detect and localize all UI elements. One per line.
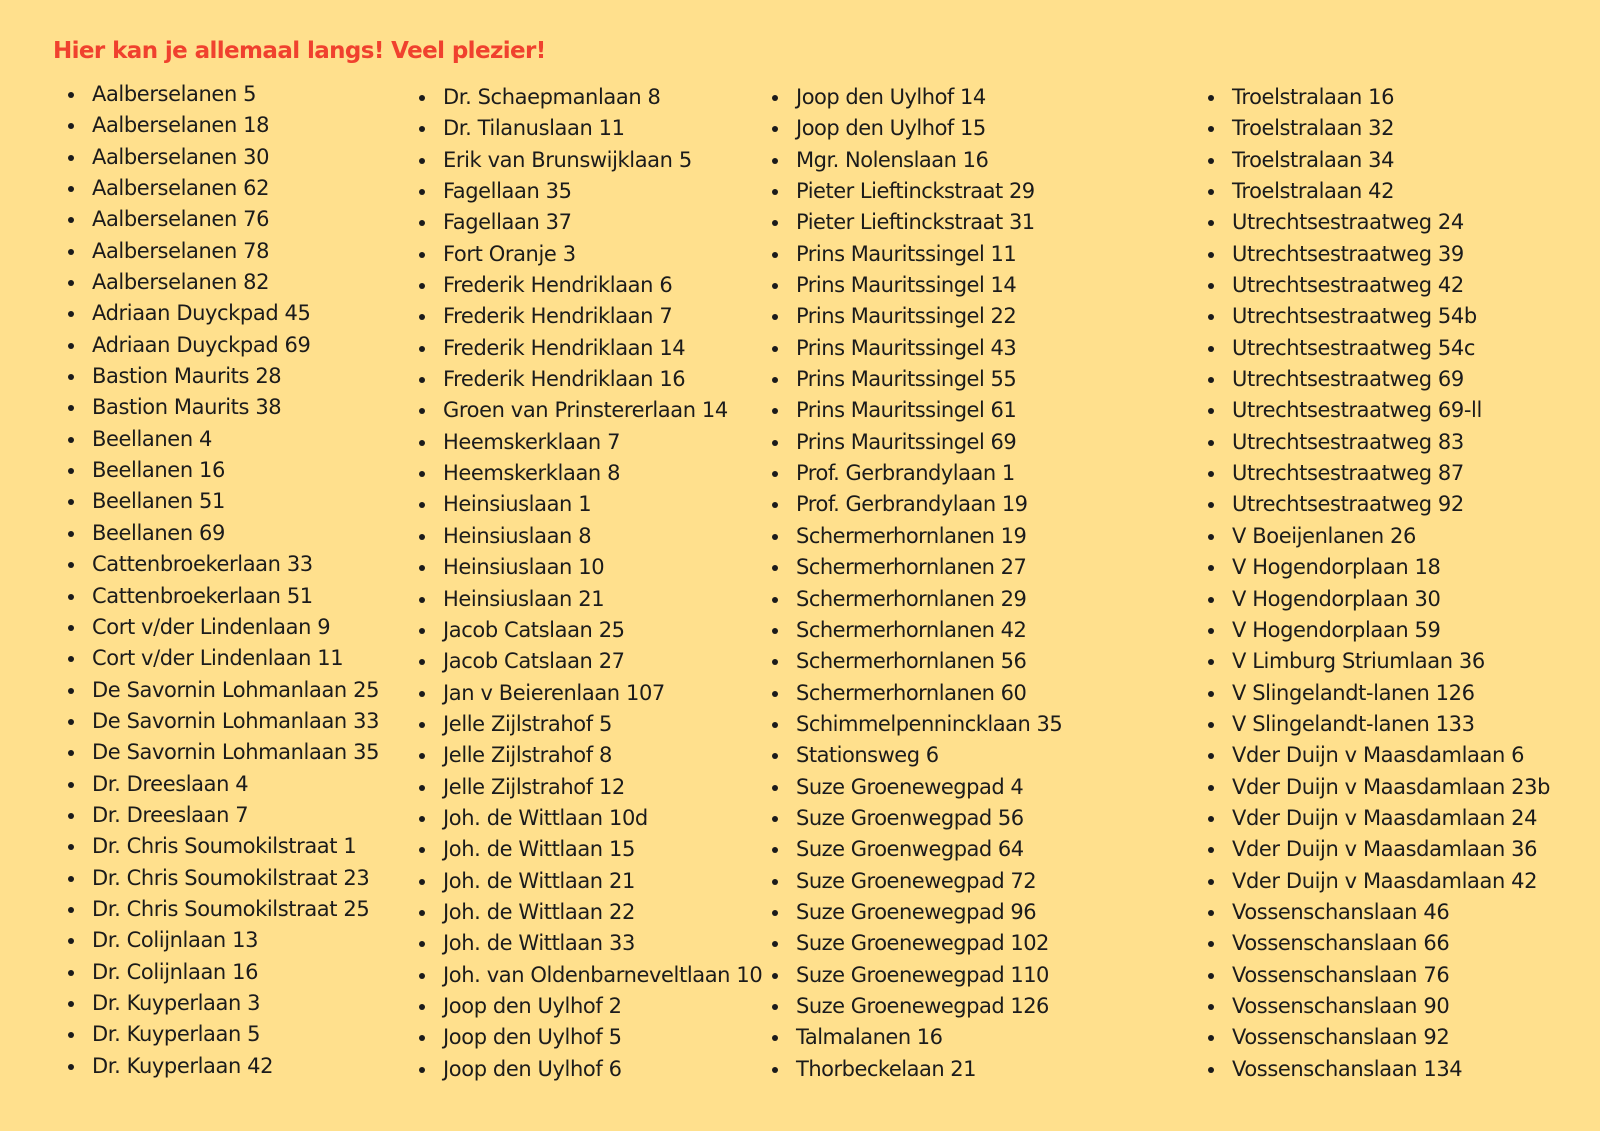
- address-column-3: [772, 82, 1062, 1085]
- address-list-item: Dr. Kuyperlaan 5: [68, 1019, 379, 1050]
- address-list-item: Erik van Brunswijklaan 5: [419, 145, 762, 176]
- address-list-item: Schimmelpennincklaan 35: [772, 709, 1062, 740]
- address-list-item: Aalberselanen 82: [68, 267, 379, 298]
- address-list-item: Troelstralaan 32: [1208, 113, 1550, 144]
- address-list-item: Vder Duijn v Maasdamlaan 23b: [1208, 772, 1550, 803]
- address-list-item: Jacob Catslaan 27: [419, 646, 762, 677]
- address-list-item: Talmalanen 16: [772, 1022, 1062, 1053]
- address-list-item: Aalberselanen 30: [68, 142, 379, 173]
- address-list-item: Vossenschanslaan 92: [1208, 1022, 1550, 1053]
- address-list-item: Thorbeckelaan 21: [772, 1054, 1062, 1085]
- address-list-item: Mgr. Nolenslaan 16: [772, 145, 1062, 176]
- address-list-item: Beellanen 69: [68, 518, 379, 549]
- address-list-item: Joh. de Wittlaan 15: [419, 834, 762, 865]
- address-list-item: Prins Mauritssingel 22: [772, 301, 1062, 332]
- address-list-item: Utrechtsestraatweg 42: [1208, 270, 1550, 301]
- address-list-item: Schermerhornlanen 56: [772, 646, 1062, 677]
- address-list-item: Frederik Hendriklaan 16: [419, 364, 762, 395]
- address-list-item: Joh. van Oldenbarneveltlaan 10: [419, 960, 762, 991]
- address-list-item: Vossenschanslaan 76: [1208, 960, 1550, 991]
- address-list-item: Utrechtsestraatweg 87: [1208, 458, 1550, 489]
- address-list-item: Vder Duijn v Maasdamlaan 24: [1208, 803, 1550, 834]
- address-list-item: V Hogendorplaan 59: [1208, 615, 1550, 646]
- address-list-item: V Hogendorplaan 18: [1208, 552, 1550, 583]
- address-column-4: [1208, 82, 1550, 1085]
- address-list-item: Fagellaan 37: [419, 207, 762, 238]
- address-list-item: Vder Duijn v Maasdamlaan 42: [1208, 866, 1550, 897]
- address-list-item: Joh. de Wittlaan 21: [419, 866, 762, 897]
- address-list-item: Utrechtsestraatweg 83: [1208, 427, 1550, 458]
- address-list-item: Suze Groenewegpad 126: [772, 991, 1062, 1022]
- address-list-item: Suze Groenewegpad 96: [772, 897, 1062, 928]
- address-list-item: Utrechtsestraatweg 69-ll: [1208, 395, 1550, 426]
- address-list-item: Vossenschanslaan 46: [1208, 897, 1550, 928]
- address-list-item: Jacob Catslaan 25: [419, 615, 762, 646]
- address-list-item: Dr. Kuyperlaan 42: [68, 1051, 379, 1082]
- address-list-item: Pieter Lieftinckstraat 29: [772, 176, 1062, 207]
- address-list-item: Adriaan Duyckpad 69: [68, 330, 379, 361]
- address-list-item: V Boeijenlanen 26: [1208, 521, 1550, 552]
- address-list-item: Heemskerklaan 8: [419, 458, 762, 489]
- address-list-item: Adriaan Duyckpad 45: [68, 298, 379, 329]
- address-list-item: Heemskerklaan 7: [419, 427, 762, 458]
- address-list-item: Dr. Colijnlaan 16: [68, 957, 379, 988]
- address-list-item: Vder Duijn v Maasdamlaan 36: [1208, 834, 1550, 865]
- address-list-item: Utrechtsestraatweg 69: [1208, 364, 1550, 395]
- address-list-item: Prins Mauritssingel 43: [772, 333, 1062, 364]
- address-list-item: De Savornin Lohmanlaan 25: [68, 675, 379, 706]
- address-list-item: Dr. Kuyperlaan 3: [68, 988, 379, 1019]
- address-list-item: Cort v/der Lindenlaan 9: [68, 612, 379, 643]
- address-list-item: Suze Groenewegpad 4: [772, 772, 1062, 803]
- address-list-item: Prof. Gerbrandylaan 19: [772, 489, 1062, 520]
- address-list-item: Aalberselanen 78: [68, 236, 379, 267]
- address-list-item: Dr. Colijnlaan 13: [68, 925, 379, 956]
- address-list-item: Stationsweg 6: [772, 740, 1062, 771]
- address-list-item: Bastion Maurits 38: [68, 392, 379, 423]
- address-list-item: Vossenschanslaan 90: [1208, 991, 1550, 1022]
- address-list-item: Dr. Schaepmanlaan 8: [419, 82, 762, 113]
- address-list-item: Utrechtsestraatweg 92: [1208, 489, 1550, 520]
- address-list-item: Suze Groenewegpad 72: [772, 866, 1062, 897]
- address-list-item: Heinsiuslaan 21: [419, 584, 762, 615]
- address-list-item: Vder Duijn v Maasdamlaan 6: [1208, 740, 1550, 771]
- address-list-item: Pieter Lieftinckstraat 31: [772, 207, 1062, 238]
- address-list-item: Prins Mauritssingel 55: [772, 364, 1062, 395]
- address-list-item: Dr. Dreeslaan 4: [68, 769, 379, 800]
- address-list-item: Utrechtsestraatweg 24: [1208, 207, 1550, 238]
- address-list-item: Cattenbroekerlaan 33: [68, 549, 379, 580]
- address-list-item: Schermerhornlanen 42: [772, 615, 1062, 646]
- address-list-item: Frederik Hendriklaan 7: [419, 301, 762, 332]
- address-list-item: Jelle Zijlstrahof 12: [419, 772, 762, 803]
- address-list-item: Utrechtsestraatweg 39: [1208, 239, 1550, 270]
- address-list-item: Troelstralaan 42: [1208, 176, 1550, 207]
- address-list-item: V Slingelandt-lanen 133: [1208, 709, 1550, 740]
- address-list-item: Joop den Uylhof 6: [419, 1054, 762, 1085]
- address-list-item: Dr. Dreeslaan 7: [68, 800, 379, 831]
- address-list-item: Beellanen 16: [68, 455, 379, 486]
- address-list-item: Jelle Zijlstrahof 8: [419, 740, 762, 771]
- address-list-item: Troelstralaan 16: [1208, 82, 1550, 113]
- address-list-item: Prins Mauritssingel 61: [772, 395, 1062, 426]
- address-list-item: Prins Mauritssingel 14: [772, 270, 1062, 301]
- address-list-item: Beellanen 4: [68, 424, 379, 455]
- address-list-item: Joh. de Wittlaan 10d: [419, 803, 762, 834]
- address-list-item: Dr. Chris Soumokilstraat 23: [68, 863, 379, 894]
- address-list-item: Suze Groenwegpad 64: [772, 834, 1062, 865]
- address-list-item: Frederik Hendriklaan 6: [419, 270, 762, 301]
- page-title: Hier kan je allemaal langs! Veel plezier!: [53, 38, 546, 64]
- address-list-item: Vossenschanslaan 134: [1208, 1054, 1550, 1085]
- address-list-item: Vossenschanslaan 66: [1208, 928, 1550, 959]
- address-list-item: V Limburg Striumlaan 36: [1208, 646, 1550, 677]
- address-list-item: Cattenbroekerlaan 51: [68, 581, 379, 612]
- address-list-item: Fort Oranje 3: [419, 239, 762, 270]
- address-list-item: Cort v/der Lindenlaan 11: [68, 643, 379, 674]
- address-list-item: Heinsiuslaan 1: [419, 489, 762, 520]
- address-list-item: Joop den Uylhof 15: [772, 113, 1062, 144]
- address-list-item: V Hogendorplaan 30: [1208, 584, 1550, 615]
- address-list-item: Suze Groenewegpad 102: [772, 928, 1062, 959]
- address-list-item: Aalberselanen 5: [68, 79, 379, 110]
- address-list-item: Groen van Prinstererlaan 14: [419, 395, 762, 426]
- address-list-item: Prins Mauritssingel 11: [772, 239, 1062, 270]
- address-list-item: Prins Mauritssingel 69: [772, 427, 1062, 458]
- address-list-item: Aalberselanen 62: [68, 173, 379, 204]
- address-list-item: Fagellaan 35: [419, 176, 762, 207]
- address-list-item: Dr. Tilanuslaan 11: [419, 113, 762, 144]
- address-list-item: Aalberselanen 18: [68, 110, 379, 141]
- address-list-item: Schermerhornlanen 29: [772, 584, 1062, 615]
- address-list-item: Jelle Zijlstrahof 5: [419, 709, 762, 740]
- address-list-item: Bastion Maurits 28: [68, 361, 379, 392]
- address-list-item: De Savornin Lohmanlaan 35: [68, 737, 379, 768]
- address-list-item: Joh. de Wittlaan 22: [419, 897, 762, 928]
- address-list-item: Suze Groenwegpad 56: [772, 803, 1062, 834]
- address-list-item: Jan v Beierenlaan 107: [419, 678, 762, 709]
- address-list-item: Schermerhornlanen 19: [772, 521, 1062, 552]
- address-list-item: Joh. de Wittlaan 33: [419, 928, 762, 959]
- address-list-item: Utrechtsestraatweg 54b: [1208, 301, 1550, 332]
- address-list-item: Dr. Chris Soumokilstraat 1: [68, 831, 379, 862]
- address-list-item: Schermerhornlanen 27: [772, 552, 1062, 583]
- address-list-item: Utrechtsestraatweg 54c: [1208, 333, 1550, 364]
- address-list-item: De Savornin Lohmanlaan 33: [68, 706, 379, 737]
- address-list-item: Prof. Gerbrandylaan 1: [772, 458, 1062, 489]
- address-list-item: V Slingelandt-lanen 126: [1208, 678, 1550, 709]
- address-list-item: Heinsiuslaan 10: [419, 552, 762, 583]
- address-list-item: Troelstralaan 34: [1208, 145, 1550, 176]
- address-list-item: Suze Groenewegpad 110: [772, 960, 1062, 991]
- address-list-item: Heinsiuslaan 8: [419, 521, 762, 552]
- address-list-item: Joop den Uylhof 5: [419, 1022, 762, 1053]
- address-list-item: Joop den Uylhof 2: [419, 991, 762, 1022]
- address-list-item: Joop den Uylhof 14: [772, 82, 1062, 113]
- address-list-item: Beellanen 51: [68, 486, 379, 517]
- address-column-1: [68, 79, 379, 1082]
- address-list-item: Frederik Hendriklaan 14: [419, 333, 762, 364]
- address-column-2: [419, 82, 762, 1085]
- address-list-item: Aalberselanen 76: [68, 204, 379, 235]
- address-list-item: Dr. Chris Soumokilstraat 25: [68, 894, 379, 925]
- address-list-item: Schermerhornlanen 60: [772, 678, 1062, 709]
